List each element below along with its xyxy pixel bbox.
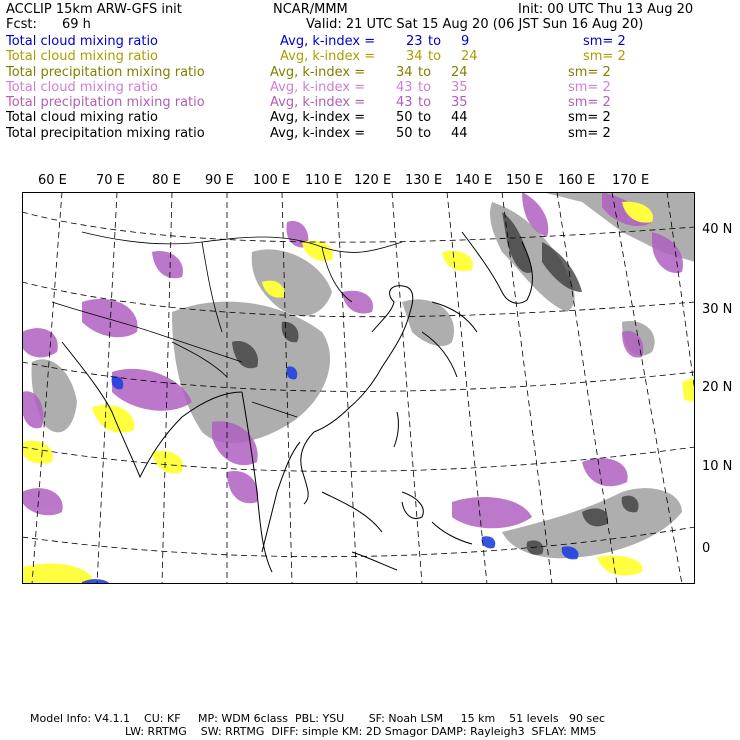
latitude-label: 30 N — [702, 302, 733, 317]
model-info-line1: Model Info: V4.1.1 CU: KF MP: WDM 6class PBL: YSU SF: Noah LSM 15 km 51 levels 90 sec — [30, 712, 606, 725]
legend-field-name: Total precipitation mixing ratio — [6, 126, 205, 141]
longitude-label: 100 E — [253, 173, 291, 188]
legend-smoothing: sm= 2 — [568, 95, 611, 110]
legend-k-to: 35 — [451, 95, 468, 110]
legend-k-to: 9 — [461, 34, 470, 49]
latitude-label: 20 N — [702, 380, 733, 395]
legend-k-to: 44 — [451, 110, 468, 125]
legend-row — [6, 80, 736, 95]
legend-k-to: 24 — [461, 49, 478, 64]
legend-smoothing: sm= 2 — [568, 65, 611, 80]
legend-k-from: 50 — [396, 110, 413, 125]
organization-label: NCAR/MMM — [273, 2, 348, 17]
longitude-label: 170 E — [612, 173, 650, 188]
legend-smoothing: sm= 2 — [583, 34, 626, 49]
map-panel — [22, 192, 695, 584]
legend-smoothing: sm= 2 — [583, 49, 626, 64]
longitude-label: 120 E — [354, 173, 392, 188]
legend-to: to — [418, 126, 432, 141]
longitude-label: 60 E — [38, 173, 67, 188]
legend-k-from: 43 — [396, 80, 413, 95]
legend-avg-label: Avg, k-index = — [270, 80, 366, 95]
legend-smoothing: sm= 2 — [568, 126, 611, 141]
longitude-label: 90 E — [205, 173, 234, 188]
forecast-label: Fcst: — [6, 17, 37, 32]
model-info-line2: LW: RRTMG SW: RRTMG DIFF: simple KM: 2D Smagor DAMP: Rayleigh3 SFLAY: MM5 — [125, 725, 597, 738]
longitude-label: 160 E — [558, 173, 596, 188]
legend-field-name: Total cloud mixing ratio — [6, 110, 159, 125]
longitude-label: 130 E — [405, 173, 443, 188]
longitude-label: 150 E — [506, 173, 544, 188]
legend-to: to — [418, 110, 432, 125]
longitude-label: 80 E — [152, 173, 181, 188]
legend-row — [6, 110, 736, 125]
latitude-label: 40 N — [702, 222, 733, 237]
legend-to: to — [418, 95, 432, 110]
legend-k-from: 50 — [396, 126, 413, 141]
legend-k-to: 24 — [451, 65, 468, 80]
valid-time: Valid: 21 UTC Sat 15 Aug 20 (06 JST Sun 16 Aug 20) — [306, 17, 644, 32]
legend-avg-label: Avg, k-index = — [270, 126, 366, 141]
legend-row — [6, 34, 736, 49]
legend-k-from: 34 — [406, 49, 423, 64]
model-title: ACCLIP 15km ARW-GFS init — [6, 2, 182, 17]
legend-avg-label: Avg, k-index = — [280, 34, 376, 49]
legend-k-from: 43 — [396, 95, 413, 110]
forecast-hour: 69 h — [62, 17, 91, 32]
legend-k-from: 23 — [406, 34, 423, 49]
legend-k-from: 34 — [396, 65, 413, 80]
legend-avg-label: Avg, k-index = — [280, 49, 376, 64]
legend-field-name: Total cloud mixing ratio — [6, 49, 159, 64]
legend-to: to — [418, 65, 432, 80]
legend-field-name: Total cloud mixing ratio — [6, 34, 159, 49]
latitude-label: 10 N — [702, 459, 733, 474]
legend-to: to — [428, 34, 442, 49]
latitude-label: 0 — [702, 541, 711, 556]
longitude-label: 140 E — [455, 173, 493, 188]
legend-k-to: 44 — [451, 126, 468, 141]
longitude-label: 110 E — [305, 173, 343, 188]
legend-avg-label: Avg, k-index = — [270, 110, 366, 125]
init-time: Init: 00 UTC Thu 13 Aug 20 — [518, 2, 694, 17]
legend-to: to — [428, 49, 442, 64]
legend-avg-label: Avg, k-index = — [270, 65, 366, 80]
legend-field-name: Total precipitation mixing ratio — [6, 65, 205, 80]
legend-row — [6, 65, 736, 80]
legend-avg-label: Avg, k-index = — [270, 95, 366, 110]
legend-field-name: Total precipitation mixing ratio — [6, 95, 205, 110]
legend-to: to — [418, 80, 432, 95]
legend-row — [6, 49, 736, 64]
legend-smoothing: sm= 2 — [568, 110, 611, 125]
legend-k-to: 35 — [451, 80, 468, 95]
legend-smoothing: sm= 2 — [568, 80, 611, 95]
legend-field-name: Total cloud mixing ratio — [6, 80, 159, 95]
longitude-label: 70 E — [96, 173, 125, 188]
legend-row — [6, 95, 736, 110]
legend-row — [6, 126, 736, 141]
